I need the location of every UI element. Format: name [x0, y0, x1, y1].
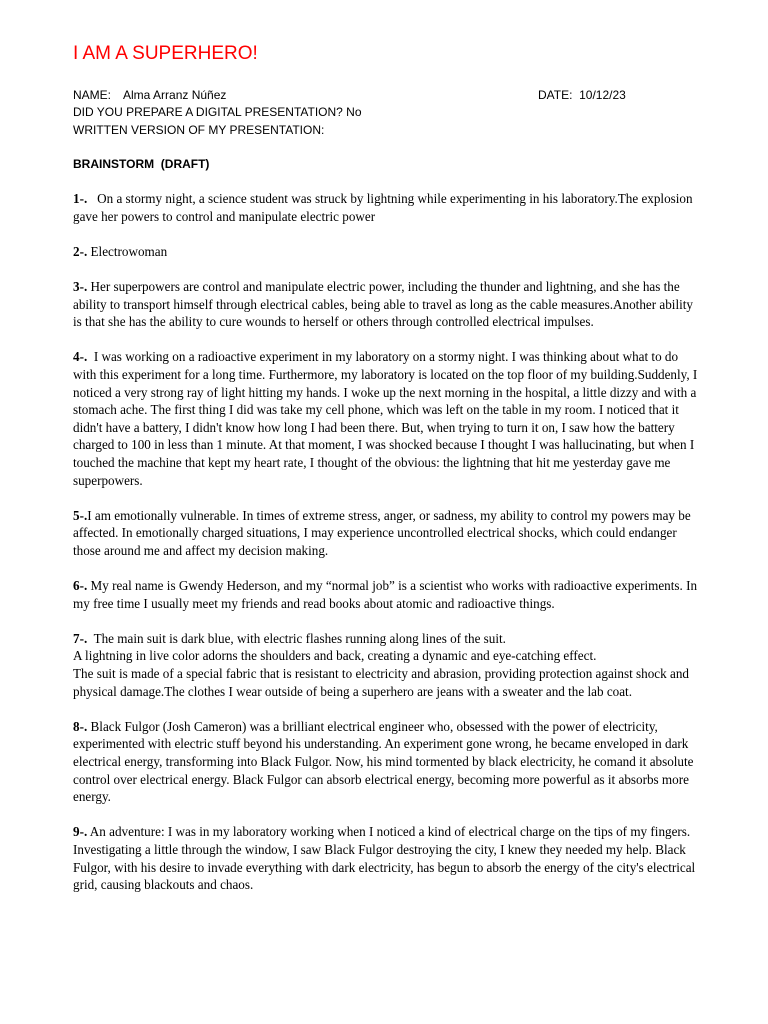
paragraph-text: Her superpowers are control and manipulate electric power, including the thunder and lightning, and she has the ability to transport himself through electrical cables, being able to travel as long as the cable measures.Another ability is that she has the ability to cure wounds to herself or others through controlled electrical impulses. — [73, 278, 693, 330]
paragraph-text: An adventure: I was in my laboratory working when I noticed a kind of electrical charge on the tips of my fingers. Investigating a little through the window, I saw Black Fulgor destroying the city, I knew they needed my help. Black Fulgor, with his desire to invade everything with dark electricity, has begun to absorb the energy of the city's electrical grid, causing blackouts and chaos. — [73, 824, 696, 893]
date-label: DATE: — [538, 88, 573, 102]
paragraph-line — [73, 190, 698, 225]
section-heading: BRAINSTORM (DRAFT) — [73, 157, 210, 171]
document-page — [73, 0, 698, 1024]
paragraph-4 — [73, 348, 698, 489]
paragraph-9 — [73, 823, 698, 893]
paragraph-text: On a stormy night, a science student was struck by lightning while experimenting in his laboratory.The explosion gave her powers to control and manipulate electric power — [73, 191, 693, 224]
paragraph-number: 8-. — [73, 718, 88, 734]
paragraph-line: A lightning in live color adorns the shoulders and back, creating a dynamic and eye-catching effect. — [73, 648, 597, 664]
paragraph-line — [73, 243, 698, 261]
paragraph-text: The main suit is dark blue, with electric flashes running along lines of the suit. — [93, 630, 506, 646]
paragraph-number: 2-. — [73, 243, 88, 259]
date-line — [538, 87, 626, 104]
paragraph-text: Black Fulgor (Josh Cameron) was a brilliant electrical engineer who, obsessed with the power of electricity, experimented with electric stuff beyond his understanding. An experiment gone wrong, he became enveloped in dark electrical energy, transforming into Black Fulgor. Now, his mind tormented by black electricity, he comand it absolute control over electrical energy. Black Fulgor can absorb electrical energy, becoming more powerful as it absorbs more energy. — [73, 718, 694, 805]
paragraph-1 — [73, 190, 698, 225]
paragraph-number: 3-. — [73, 278, 88, 294]
paragraph-number: 9-. — [73, 824, 88, 840]
paragraph-number: 1-. — [73, 191, 88, 206]
paragraph-5 — [73, 507, 698, 560]
paragraph-line — [73, 507, 698, 560]
name-label: NAME: — [73, 88, 112, 102]
digital-presentation-question: DID YOU PREPARE A DIGITAL PRESENTATION? No — [73, 105, 362, 119]
page-title: I AM A SUPERHERO! — [73, 43, 258, 64]
paragraph-number: 4-. — [73, 349, 88, 365]
paragraph-8 — [73, 718, 698, 806]
paragraph-line — [73, 630, 698, 648]
brainstorm-body — [73, 190, 698, 911]
paragraph-number: 5-. — [73, 507, 88, 523]
paragraph-6 — [73, 577, 698, 612]
paragraph-text: I was working on a radioactive experiment in my laboratory on a stormy night. I was thinking about what to do with this experiment for a long time. Furthermore, my laboratory is located on the top floor of my building.Suddenly, I noticed a very strong ray of light hitting my hands. I woke up the next morning in the hospital, a little dizzy and with a stomach ache. The first thing I did was take my cell phone, which was left on the table in my room. I noticed that it didn't have a battery, I didn't know how long I had been there. But, when trying to turn it on, I saw how the battery charged to 100 in less than 1 minute. At that moment, I was shocked because I thought I was hallucinating, but when I touched the machine that kept my heart rate, I thought of the obvious: the lightning that hit me yesterday gave me superpowers. — [73, 349, 698, 488]
paragraph-line: The suit is made of a special fabric that is resistant to electricity and abrasion, providing protection against shock and physical damage.The clothes I wear outside of being a superhero are jeans with a sweater and the lab coat. — [73, 666, 689, 699]
paragraph-text: My real name is Gwendy Hederson, and my “normal job” is a scientist who works with radioactive experiments. In my free time I usually meet my friends and read books about atomic and radioactive things. — [73, 578, 698, 611]
paragraph-line — [73, 577, 698, 612]
paragraph-line — [73, 278, 698, 331]
paragraph-text: I am emotionally vulnerable. In times of extreme stress, anger, or sadness, my ability to control my powers may be affected. In emotionally charged situations, I may experience uncontrolled electrical shocks, which could endanger those around me and affect my decision making. — [73, 507, 691, 558]
written-version-label: WRITTEN VERSION OF MY PRESENTATION: — [73, 123, 325, 137]
paragraph-line — [73, 718, 698, 806]
paragraph-line — [73, 823, 698, 893]
paragraph-7 — [73, 630, 698, 700]
paragraph-number: 7-. — [73, 630, 88, 646]
paragraph-2 — [73, 243, 698, 261]
paragraph-3 — [73, 278, 698, 331]
paragraph-text: Electrowoman — [90, 243, 168, 259]
name-value: Alma Arranz Núñez — [123, 88, 227, 102]
paragraph-number: 6-. — [73, 578, 88, 594]
paragraph-line — [73, 348, 698, 489]
date-value: 10/12/23 — [579, 88, 626, 102]
